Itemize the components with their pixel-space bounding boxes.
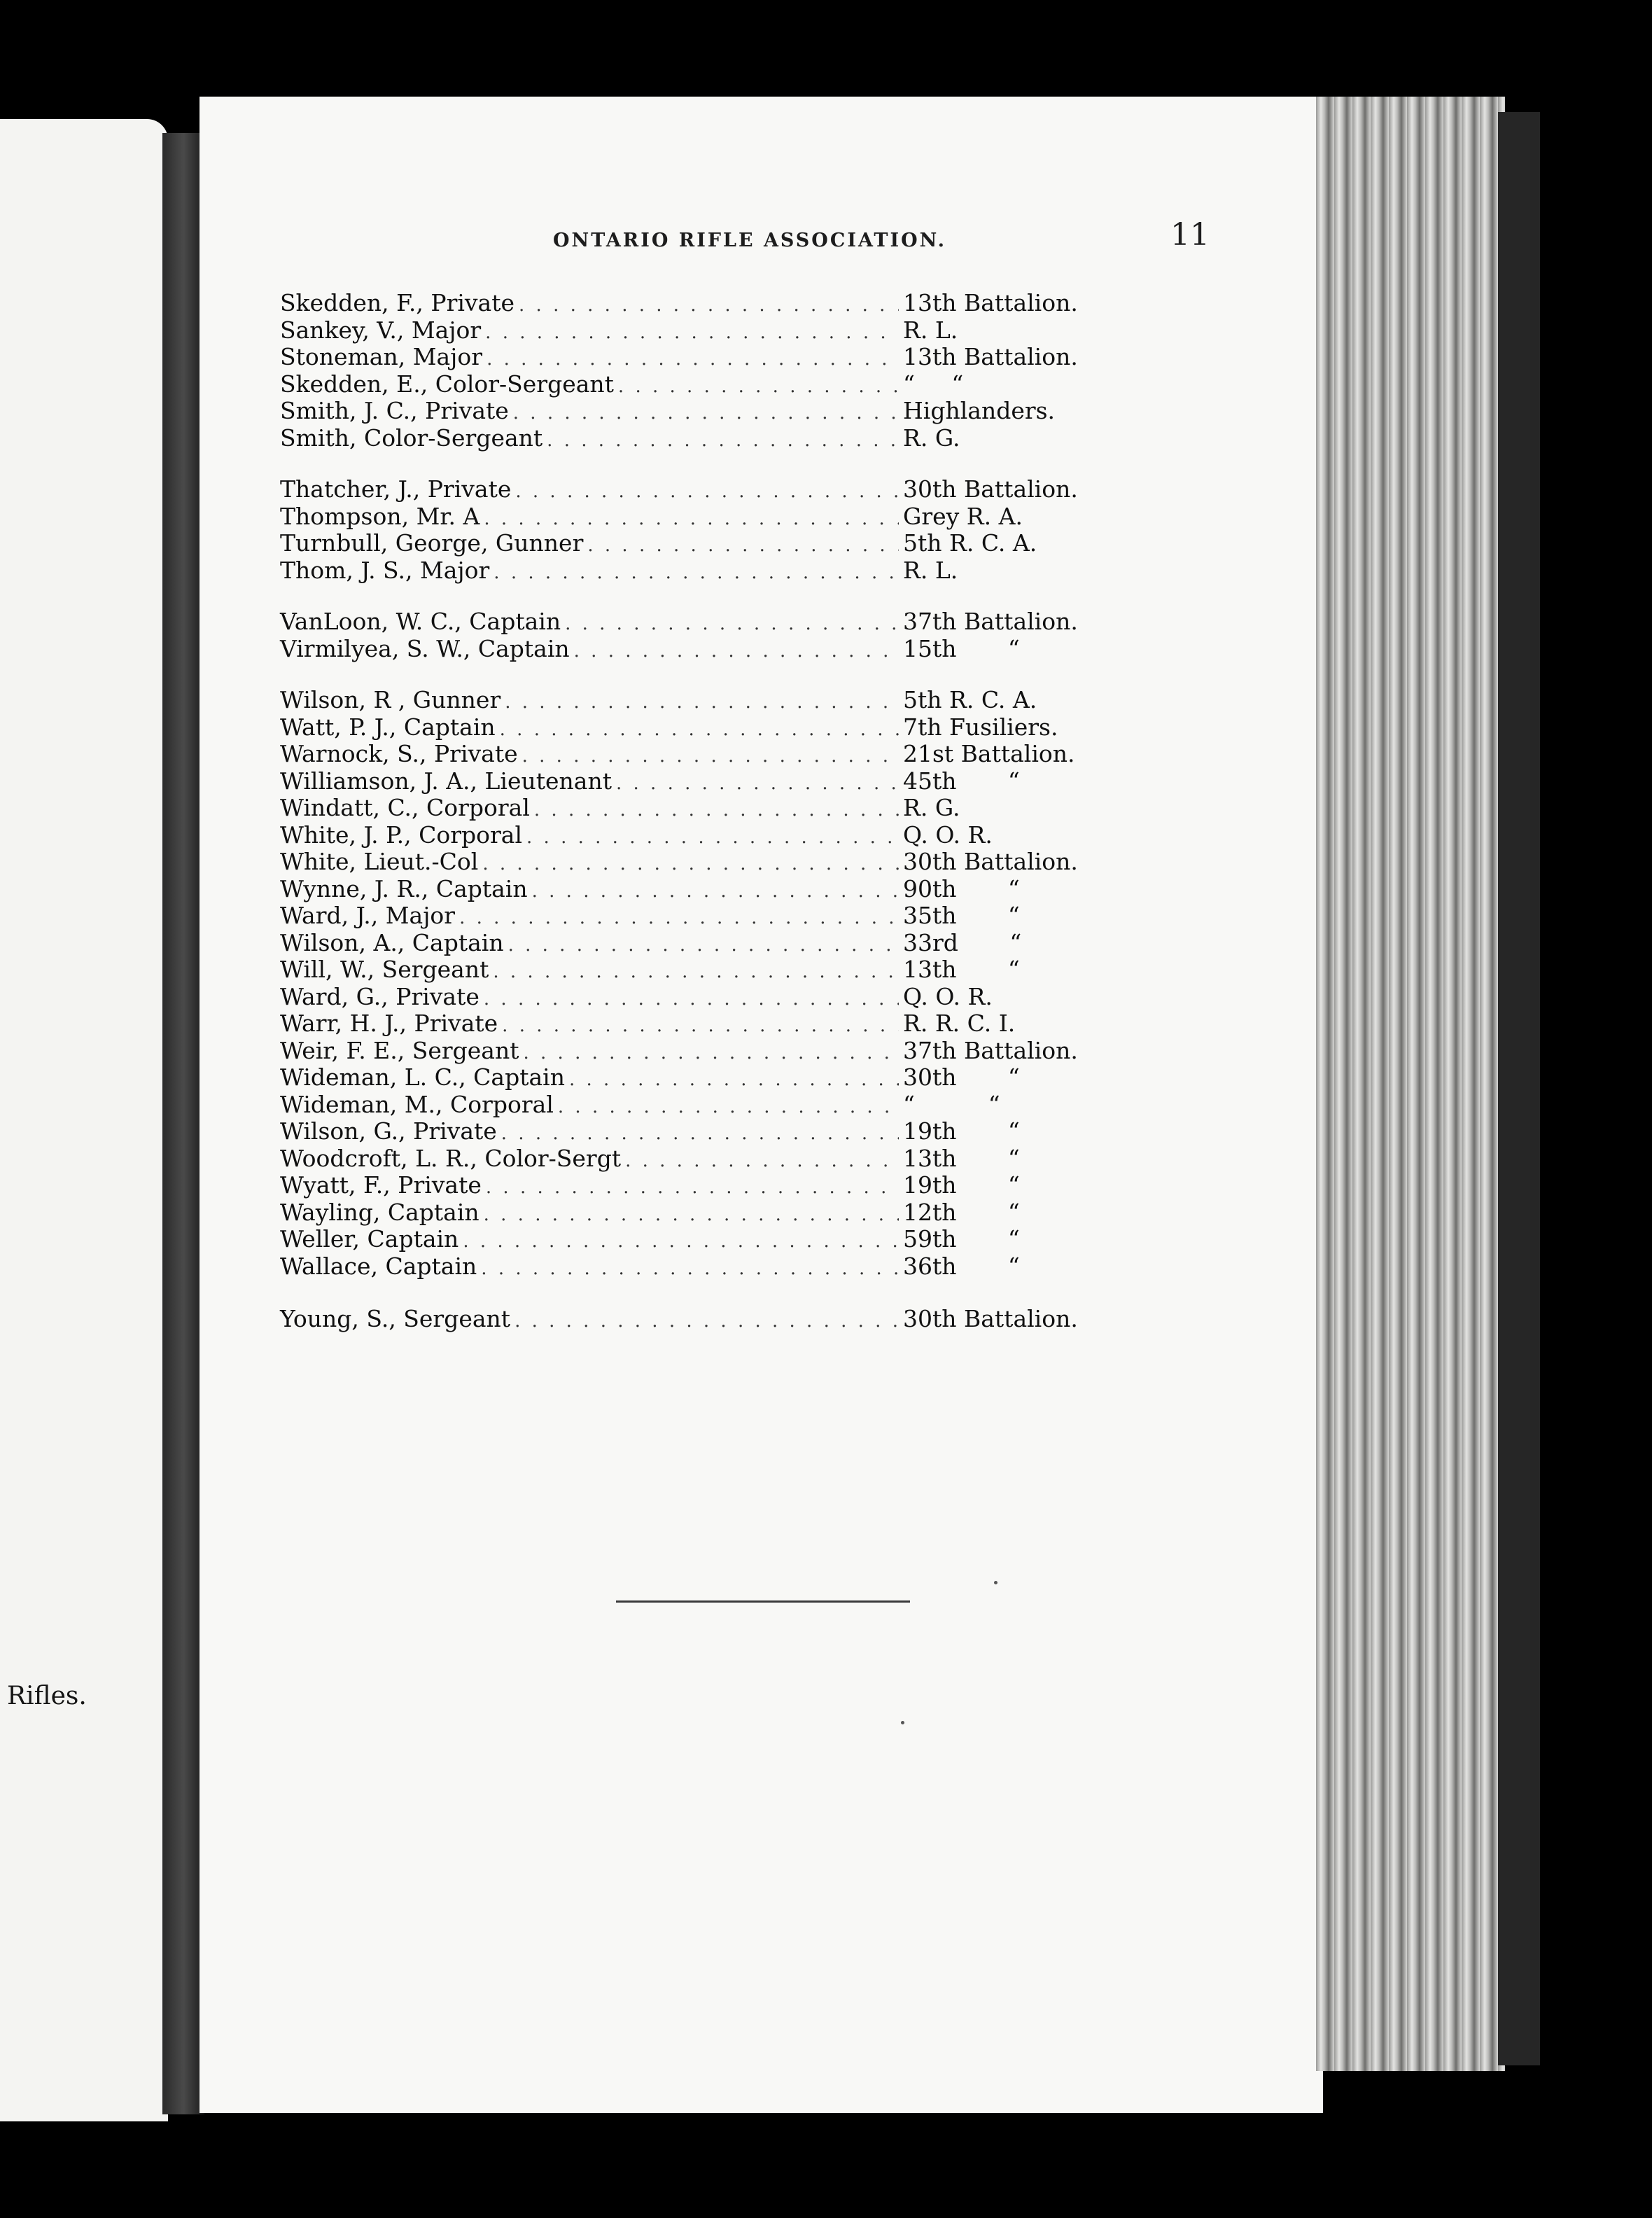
- member-name: Turnbull, George, Gunner: [280, 529, 584, 557]
- dot-leader: [463, 1228, 899, 1255]
- list-item: [280, 1145, 1113, 1173]
- member-unit: “ “: [903, 1090, 1000, 1118]
- member-unit: 21st Battalion.: [903, 740, 1075, 767]
- member-name: Smith, Color-Sergeant: [280, 424, 543, 452]
- member-name: Skedden, E., Color-Sergeant: [280, 370, 614, 398]
- end-rule: [616, 1600, 910, 1603]
- dot-leader: [500, 716, 899, 744]
- member-name: Ward, G., Private: [280, 982, 479, 1010]
- member-name: Ward, J., Major: [280, 902, 456, 929]
- member-unit: 5th R. C. A.: [903, 529, 1037, 557]
- member-unit: 13th Battalion.: [903, 289, 1078, 316]
- dot-leader: [514, 1308, 899, 1335]
- dot-leader: [618, 373, 899, 400]
- member-unit: 30th “: [903, 1063, 1020, 1091]
- list-item: [280, 1306, 1113, 1333]
- member-name: Windatt, C., Corporal: [280, 794, 530, 821]
- dot-leader: [532, 878, 899, 905]
- member-unit: 7th Fusiliers.: [903, 713, 1058, 741]
- dot-leader: [565, 611, 899, 638]
- member-unit: 45th “: [903, 767, 1020, 795]
- dot-leader: [522, 743, 899, 770]
- member-name: Sankey, V., Major: [280, 316, 482, 344]
- member-name: VanLoon, W. C., Captain: [280, 608, 561, 635]
- member-name: Warr, H. J., Private: [280, 1010, 498, 1037]
- list-item: [280, 687, 1113, 714]
- list-item: [280, 1038, 1113, 1065]
- left-facing-page: [0, 119, 168, 2121]
- member-unit: Q. O. R.: [903, 982, 993, 1010]
- member-name: Wilson, R , Gunner: [280, 686, 501, 713]
- list-item: [280, 1199, 1113, 1227]
- dot-leader: [484, 1201, 899, 1229]
- member-unit: 30th Battalion.: [903, 1305, 1078, 1332]
- member-unit: Grey R. A.: [903, 502, 1023, 530]
- member-unit: R. L.: [903, 316, 958, 344]
- dot-leader: [558, 1094, 899, 1121]
- member-unit: R. G.: [903, 794, 960, 821]
- dot-leader: [484, 986, 899, 1013]
- dot-leader: [486, 346, 899, 373]
- dot-leader: [569, 1066, 899, 1094]
- list-item: [280, 930, 1113, 957]
- ink-speck: [994, 1581, 997, 1584]
- list-item: [280, 1091, 1113, 1119]
- member-unit: 35th “: [903, 902, 1020, 929]
- member-name: Thatcher, J., Private: [280, 475, 512, 503]
- member-name: Virmilyea, S. W., Captain: [280, 634, 570, 662]
- list-item: [280, 1064, 1113, 1091]
- list-item: [280, 956, 1113, 984]
- dot-leader: [508, 932, 899, 959]
- member-name: White, J. P., Corporal: [280, 821, 523, 849]
- member-unit: Highlanders.: [903, 397, 1056, 424]
- dot-leader: [493, 958, 899, 986]
- list-item: [280, 795, 1113, 822]
- member-name: Warnock, S., Private: [280, 740, 518, 767]
- list-item: [280, 503, 1113, 531]
- member-unit: 37th Battalion.: [903, 608, 1078, 635]
- page-number: 11: [1170, 217, 1210, 253]
- member-name: Young, S., Sergeant: [280, 1305, 511, 1332]
- member-unit: 13th “: [903, 1144, 1020, 1172]
- member-name: Weller, Captain: [280, 1225, 459, 1253]
- list-item: [280, 530, 1113, 557]
- dot-leader: [501, 1120, 899, 1148]
- member-name: Wayling, Captain: [280, 1198, 479, 1226]
- list-item: [280, 768, 1113, 795]
- list-item: [280, 1172, 1113, 1199]
- member-name: Smith, J. C., Private: [280, 397, 509, 424]
- member-name: Wynne, J. R., Captain: [280, 874, 528, 902]
- member-name: Wallace, Captain: [280, 1252, 477, 1280]
- dot-leader: [547, 427, 899, 454]
- running-head: ONTARIO RIFLE ASSOCIATION.: [553, 230, 947, 251]
- list-item: [280, 425, 1113, 452]
- member-list: [280, 290, 1113, 1333]
- member-name: Stoneman, Major: [280, 343, 483, 370]
- list-item: [280, 1010, 1113, 1038]
- member-unit: R. R. C. I.: [903, 1010, 1016, 1037]
- list-item: [280, 317, 1113, 344]
- member-name: Will, W., Sergeant: [280, 956, 489, 983]
- dot-leader: [485, 319, 899, 347]
- member-name: Watt, P. J., Captain: [280, 713, 496, 741]
- dot-leader: [481, 1255, 899, 1283]
- dot-leader: [493, 559, 899, 587]
- member-name: Wideman, L. C., Captain: [280, 1063, 565, 1091]
- book-cover-edge: [1498, 112, 1540, 2065]
- list-item: [280, 984, 1113, 1011]
- list-item: [280, 822, 1113, 849]
- member-unit: 15th “: [903, 634, 1020, 662]
- dot-leader: [534, 797, 899, 824]
- member-name: Weir, F. E., Sergeant: [280, 1036, 519, 1064]
- member-unit: 30th Battalion.: [903, 475, 1078, 503]
- member-name: Wilson, A., Captain: [280, 928, 504, 956]
- member-name: Wideman, M., Corporal: [280, 1090, 554, 1118]
- dot-leader: [587, 532, 899, 559]
- member-unit: 59th “: [903, 1225, 1020, 1253]
- member-name: Thom, J. S., Major: [280, 556, 490, 584]
- dot-leader: [515, 478, 899, 505]
- list-item: [280, 608, 1113, 636]
- list-item: [280, 398, 1113, 425]
- member-unit: Q. O. R.: [903, 821, 993, 849]
- list-item: [280, 476, 1113, 503]
- dot-leader: [574, 638, 899, 665]
- dot-leader: [505, 689, 899, 716]
- dot-leader: [519, 292, 899, 319]
- member-unit: 33rd “: [903, 928, 1022, 956]
- page-edges: [1316, 97, 1505, 2071]
- list-item: [280, 1226, 1113, 1253]
- dot-leader: [616, 770, 899, 797]
- list-item: [280, 902, 1113, 930]
- member-unit: 12th “: [903, 1198, 1020, 1226]
- member-unit: 5th R. C. A.: [903, 686, 1037, 713]
- ink-speck: [901, 1721, 904, 1724]
- list-item: [280, 371, 1113, 398]
- dot-leader: [482, 851, 899, 878]
- member-name: Williamson, J. A., Lieutenant: [280, 767, 612, 795]
- list-item: [280, 876, 1113, 903]
- member-name: Woodcroft, L. R., Color-Sergt: [280, 1144, 622, 1172]
- member-unit: 36th “: [903, 1252, 1020, 1280]
- member-unit: R. G.: [903, 424, 960, 452]
- member-unit: 30th Battalion.: [903, 848, 1078, 875]
- list-item: [280, 636, 1113, 663]
- member-unit: 19th “: [903, 1117, 1020, 1145]
- member-name: Wyatt, F., Private: [280, 1171, 482, 1199]
- member-unit: 13th Battalion.: [903, 343, 1078, 370]
- member-name: Skedden, F., Private: [280, 289, 515, 316]
- dot-leader: [502, 1012, 899, 1040]
- member-name: Thompson, Mr. A: [280, 502, 480, 530]
- list-item: [280, 1118, 1113, 1145]
- member-unit: 37th Battalion.: [903, 1036, 1078, 1064]
- member-unit: R. L.: [903, 556, 958, 584]
- list-item: [280, 849, 1113, 876]
- member-unit: 19th “: [903, 1171, 1020, 1199]
- dot-leader: [524, 1040, 899, 1067]
- dot-leader: [625, 1148, 899, 1175]
- list-item: [280, 741, 1113, 768]
- list-item: [280, 714, 1113, 741]
- member-unit: 13th “: [903, 956, 1020, 983]
- list-item: [280, 344, 1113, 371]
- member-name: Wilson, G., Private: [280, 1117, 497, 1145]
- list-item: [280, 1253, 1113, 1281]
- left-page-fragment: Rifles.: [7, 1682, 87, 1710]
- dot-leader: [484, 505, 899, 533]
- dot-leader: [513, 400, 899, 427]
- dot-leader: [486, 1174, 899, 1201]
- member-name: White, Lieut.-Col: [280, 848, 479, 875]
- dot-leader: [526, 824, 899, 851]
- list-item: [280, 290, 1113, 317]
- member-unit: “ “: [903, 370, 964, 398]
- book-gutter: [162, 133, 204, 2114]
- dot-leader: [459, 905, 899, 932]
- list-item: [280, 557, 1113, 585]
- member-unit: 90th “: [903, 874, 1020, 902]
